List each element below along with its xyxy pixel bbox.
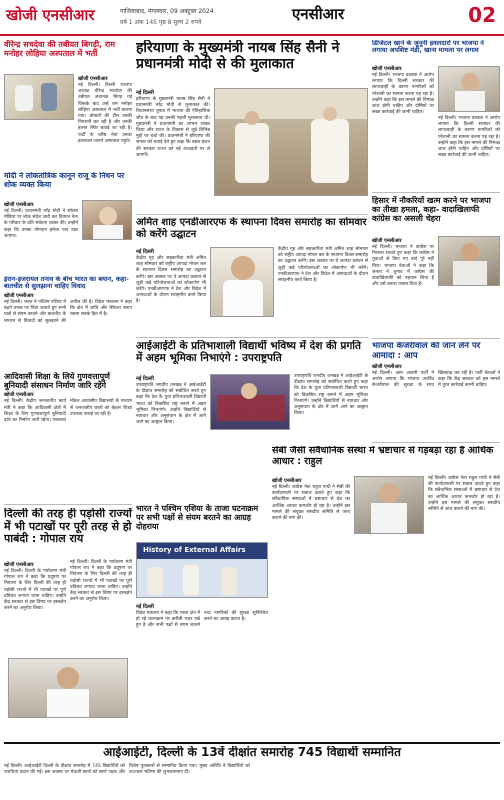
divider xyxy=(136,337,368,338)
headline: भाजपा केजरीवाल की जान लेने पर आमादा : आप xyxy=(372,342,481,361)
headline: भारत ने पश्चिम एशिया के ताजा घटनाक्रम पर सभी पक्षों से संयम बरतने का आग्रह दोहराया xyxy=(136,504,259,532)
body-text: नई दिल्ली। दिल्ली के पर्यावरण मंत्री गोपाल राय ने कहा कि प्रदूषण पर नियंत्रण के लिए दिल्ली की तरह ही पड़ोसी राज्यों में भी पटाखों पर पूर्ण प्रतिबंध लगाया जाना चाहिए। उन्होंने केंद्र सरकार से इस विषय पर हस्तक्षेप करने का अनुरोध किया। xyxy=(4,569,66,612)
body-text: हरियाणा के मुख्यमंत्री नायब सिंह सैनी ने प्रधानमंत्री नरेंद्र मोदी से मुलाकात की। विधानसभा चुनाव में भाजपा की ऐतिहासिक जीत के बाद यह उनकी पहली मुलाकात थी। मुख्यमंत्री ने प्रधानमंत्री का आभार व्यक्त किया और राज्य के विकास से जुड़े विभिन्न मुद्दों पर चर्चा की। प्रधानमंत्री ने हरियाणा की जनता को बधाई देते हुए कहा कि डबल इंजन की सरकार राज्य को नई ऊंचाइयों पर ले जाएगी। xyxy=(136,97,210,158)
byline: नई दिल्ली xyxy=(136,90,154,96)
body-text: नई दिल्ली। भाजपा ने कांग्रेस पर निशाना साधते हुए कहा कि कांग्रेस ने युवाओं से किए गए वादे पूरे नहीं किए। भाजपा नेताओं ने कहा कि जनता ने चुनाव में कांग्रेस की वादाखिलाफी को पहचान लिया है और उसे करारा जवाब दिया है। xyxy=(372,245,434,288)
photo-portrait xyxy=(82,200,132,240)
page-number: 02 xyxy=(468,3,496,27)
article-hisar-bjp xyxy=(372,196,500,336)
body-text-continued: नई दिल्ली। कांग्रेस नेता राहुल गांधी ने सेबी की कार्यप्रणाली पर सवाल उठाते हुए कहा कि संवैधानिक संस्थाओं में भ्रष्टाचार से देश का आर्थिक आधार कमजोर हो रहा है। उन्होंने इस मामले की संयुक्त संसदीय समिति से जांच कराने की मांग की। xyxy=(428,476,500,512)
article-haryana-cm xyxy=(136,40,368,212)
headline: वीरेन्द्र सचदेवा की तबीयत बिगड़ी, राम मनोहर लोहिया अस्पताल में भर्ती xyxy=(4,40,115,59)
headline: डिजिटल खाने के जुनूनी हवलदारों पर भाजपा ने लगाया अपशिष्ट मंडी, खाना मामला पर लगाम xyxy=(372,40,484,55)
body-text: नई दिल्ली। केंद्रीय जनजातीय कार्य मंत्री ने कहा कि आदिवासी क्षेत्रों में शिक्षा के लिए गुणवत्तापूर्ण बुनियादी ढांचे का निर्माण जारी रहेगा। एकलव्य मॉडल आवासीय विद्यालयों के माध्यम से जनजातीय छात्रों को बेहतर शिक्षा उपलब्ध कराई जा रही है। xyxy=(4,399,132,423)
headline: सेबी जैसी संवैधानिक संस्था में भ्रष्टाचार से गड़बड़ा रहा है आर्थिक आधार : राहुल xyxy=(272,446,494,467)
byline: खोजी एनसीआर xyxy=(4,292,34,299)
article-iit-delhi-convocation xyxy=(4,746,500,798)
photo-bjp-spokesperson xyxy=(438,66,500,112)
photo-hospital xyxy=(4,74,74,120)
body-text-continued: नई दिल्ली। भाजपा प्रवक्ता ने आरोप लगाया कि दिल्ली सरकार की लापरवाही के कारण नागरिकों को परेशानी का सामना करना पड़ रहा है। उन्होंने कहा कि इस मामले की निष्पक्ष जांच होनी चाहिए और दोषियों पर सख्त कार्रवाई की जानी चाहिए। xyxy=(438,116,500,159)
body-text: नई दिल्ली। भाजपा प्रवक्ता ने आरोप लगाया कि दिल्ली सरकार की लापरवाही के कारण नागरिकों को परेशानी का सामना करना पड़ रहा है। उन्होंने कहा कि इस मामले की निष्पक्ष जांच होनी चाहिए और दोषियों पर सख्त कार्रवाई की जानी चाहिए। xyxy=(372,73,434,116)
byline: नई दिल्ली xyxy=(136,604,154,610)
byline: नई दिल्ली xyxy=(136,249,154,255)
body-text-continued: उपराष्ट्रपति जगदीप धनखड़ ने आईआईटी के दीक्षांत समारोह को संबोधित करते हुए कहा कि देश के युवा प्रतिभाशाली विद्यार्थी भारत को विकसित राष्ट्र बनाने में अहम भूमिका निभाएंगे। उन्होंने विद्यार्थियों से नवाचार और अनुसंधान के क्षेत्र में आगे आने का आह्वान किया। xyxy=(294,374,368,417)
photo-convocation xyxy=(210,374,290,430)
headline: दिल्ली की तरह ही पड़ोसी राज्यों में भी पटाखों पर पूरी तरह से हो पाबंदी : गोपाल राय xyxy=(4,508,132,546)
byline: खोजी एनसीआर xyxy=(272,478,302,484)
headline: आईआईटी, दिल्ली के 13वें दीक्षांत समारोह 745 विद्यार्थी सम्मानित xyxy=(103,746,401,759)
body-text: केंद्रीय गृह और सहकारिता मंत्री अमित शाह सोमवार को राष्ट्रीय आपदा मोचन बल के स्थापना दिवस समारोह का उद्घाटन करेंगे। इस अवसर पर वे आपदा प्रबंधन से जुड़ी कई परियोजनाओं का लोकार्पण भी करेंगे। एनडीआरएफ ने देश और विदेश में आपदाओं के दौरान सराहनीय कार्य किया है। xyxy=(136,256,206,305)
dateline: गाजियाबाद, मंगलवार, 09 अक्टूबर 2024 xyxy=(120,8,214,15)
section-title: एनसीआर xyxy=(292,5,345,23)
headline: हरियाणा के मुख्यमंत्री नायब सिंह सैनी ने प्रधानमंत्री मोदी से की मुलाकात xyxy=(136,40,340,73)
body-text: उपराष्ट्रपति जगदीप धनखड़ ने आईआईटी के दीक्षांत समारोह को संबोधित करते हुए कहा कि देश के युवा प्रतिभाशाली विद्यार्थी भारत को विकसित राष्ट्र बनाने में अहम भूमिका निभाएंगे। उन्होंने विद्यार्थियों से नवाचार और अनुसंधान के क्षेत्र में आगे आने का आह्वान किया। xyxy=(136,383,206,426)
byline: खोजी एनसीआर xyxy=(4,202,34,208)
headline: आईआईटी के प्रतिभाशाली विद्यार्थी भविष्य में देश की प्रगति में अहम भूमिका निभाएंगे : उपराष्ट्रपति xyxy=(136,340,362,365)
byline: खोजी एनसीआर xyxy=(372,363,402,370)
divider xyxy=(372,192,500,193)
divider-bottom xyxy=(4,742,500,744)
masthead xyxy=(0,0,504,36)
body-text: नई दिल्ली। आईआईटी दिल्ली के दीक्षांत समारोह में 745 विद्यार्थियों को उपाधियां प्रदान की गईं। इस अवसर पर मेधावी छात्रों को स्वर्ण पदक और विशेष पुरस्कारों से सम्मानित किया गया। मुख्य अतिथि ने विद्यार्थियों को उज्ज्वल भविष्य की शुभकामनाएं दीं। xyxy=(4,764,250,776)
article-modi-condolence xyxy=(4,172,132,272)
article-tribal-education xyxy=(4,372,132,502)
article-rahul-sebi xyxy=(272,446,500,642)
photo-gopal-rai xyxy=(8,658,128,718)
headline: हिसार में नौकरियों खत्म करने पर भाजपा का तीखा हमला, कहा- वादाखिलाफी कांग्रेस का असली चेहरा xyxy=(372,196,491,224)
body-text: नई दिल्ली। आम आदमी पार्टी ने आरोप लगाया कि भाजपा अरविंद केजरीवाल की सुरक्षा के साथ खिलवाड़ कर रही है। पार्टी नेताओं ने कहा कि केंद्र सरकार को इस मामले में तुरंत कार्रवाई करनी चाहिए। xyxy=(372,370,500,388)
article-iran-israel xyxy=(4,276,132,368)
byline: खोजी एनसीआर xyxy=(372,238,402,244)
body-text: नई दिल्ली। प्रधानमंत्री नरेंद्र मोदी ने सोशल मीडिया पर शोक संदेश जारी कर दिवंगत नेता के परिवार के प्रति संवेदना व्यक्त की। उन्होंने कहा कि उनका योगदान हमेशा याद रखा जाएगा। xyxy=(4,209,78,239)
photo-cm-pm-meeting xyxy=(214,88,368,196)
banner-caption: History of External Affairs xyxy=(143,546,246,554)
photo-rahul-gandhi xyxy=(354,476,424,534)
headline: आदिवासी शिक्षा के लिये गुणवत्तापूर्ण बुनियादी संसाधन निर्माण जारि रहेंगे xyxy=(4,372,110,391)
edition-info: वर्ष 1 अंक 145 पृष्ठ 8 मूल्य 2 रुपये xyxy=(120,19,202,26)
body-text: नई दिल्ली। कांग्रेस नेता राहुल गांधी ने सेबी की कार्यप्रणाली पर सवाल उठाते हुए कहा कि संवैधानिक संस्थाओं में भ्रष्टाचार से देश का आर्थिक आधार कमजोर हो रहा है। उन्होंने इस मामले की संयुक्त संसदीय समिति से जांच कराने की मांग की। xyxy=(272,485,350,521)
headline: अमित शाह एनडीआरएफ के स्थापना दिवस समारोह का सोमवार को करेंगे उद्घाटन xyxy=(136,217,367,240)
article-amit-shah-ndrf xyxy=(136,217,368,335)
body-text: नई दिल्ली। भारत ने पश्चिम एशिया में बढ़ते तनाव पर चिंता जताते हुए सभी पक्षों से संयम बरतने और बातचीत के माध्यम से विवादों को सुलझाने की अपील की है। विदेश मंत्रालय ने कहा कि क्षेत्र में शांति और स्थिरता बनाए रखना सबके हित में है। xyxy=(4,299,132,324)
byline: खोजी एनसीआर xyxy=(4,392,34,399)
article-aap-kejriwal xyxy=(372,342,500,440)
article-gopal-rai xyxy=(4,508,268,732)
divider xyxy=(136,214,368,215)
article-digital-bjp xyxy=(372,40,500,190)
divider xyxy=(4,504,132,505)
headline: मोदी ने लोकतांत्रिक कानून राजू के निधन पर शोक व्यक्त किया xyxy=(4,172,125,189)
byline: खोजी एनसीआर xyxy=(372,66,402,72)
article-sachdeva xyxy=(4,40,132,170)
headline: ईरान-इजरायल तनाव के बीच भारत का बयान, कहा- बातचीत से सुलझाना चाहिए विवाद xyxy=(4,276,129,291)
photo-bjp-leader xyxy=(438,236,500,286)
divider xyxy=(372,338,500,339)
body-text-continued: केंद्रीय गृह और सहकारिता मंत्री अमित शाह सोमवार को राष्ट्रीय आपदा मोचन बल के स्थापना दिवस समारोह का उद्घाटन करेंगे। इस अवसर पर वे आपदा प्रबंधन से जुड़ी कई परियोजनाओं का लोकार्पण भी करेंगे। एनडीआरएफ ने देश और विदेश में आपदाओं के दौरान सराहनीय कार्य किया है। xyxy=(278,247,368,283)
byline: नई दिल्ली xyxy=(136,376,154,382)
newspaper-brand: खोजी एनसीआर xyxy=(6,6,95,24)
body-text: विदेश मंत्रालय ने कहा कि भारत क्षेत्र में हो रहे घटनाक्रम पर करीबी नजर रखे हुए है और सभी पक्षों से संयम बरतने तथा नागरिकों की सुरक्षा सुनिश्चित करने का आग्रह करता है। xyxy=(136,611,268,629)
body-text-continued: नई दिल्ली। दिल्ली के पर्यावरण मंत्री गोपाल राय ने कहा कि प्रदूषण पर नियंत्रण के लिए दिल्ली की तरह ही पड़ोसी राज्यों में भी पटाखों पर पूर्ण प्रतिबंध लगाया जाना चाहिए। उन्होंने केंद्र सरकार से इस विषय पर हस्तक्षेप करने का अनुरोध किया। xyxy=(70,560,132,603)
byline: खोजी एनसीआर xyxy=(78,76,108,82)
byline: खोजी एनसीआर xyxy=(4,562,34,568)
divider xyxy=(372,442,500,443)
photo-amit-shah xyxy=(210,247,274,317)
body-text: नई दिल्ली। दिल्ली भाजपा अध्यक्ष वीरेन्द्र सचदेवा की तबीयत अचानक बिगड़ गई जिसके बाद उन्हें राम मनोहर लोहिया अस्पताल में भर्ती कराया गया। डॉक्टरों की टीम उनकी निगरानी कर रही है और उनकी हालत स्थिर बताई जा रही है। पार्टी के वरिष्ठ नेता उनका हालचाल जानने अस्पताल पहुंचे। xyxy=(78,83,132,144)
